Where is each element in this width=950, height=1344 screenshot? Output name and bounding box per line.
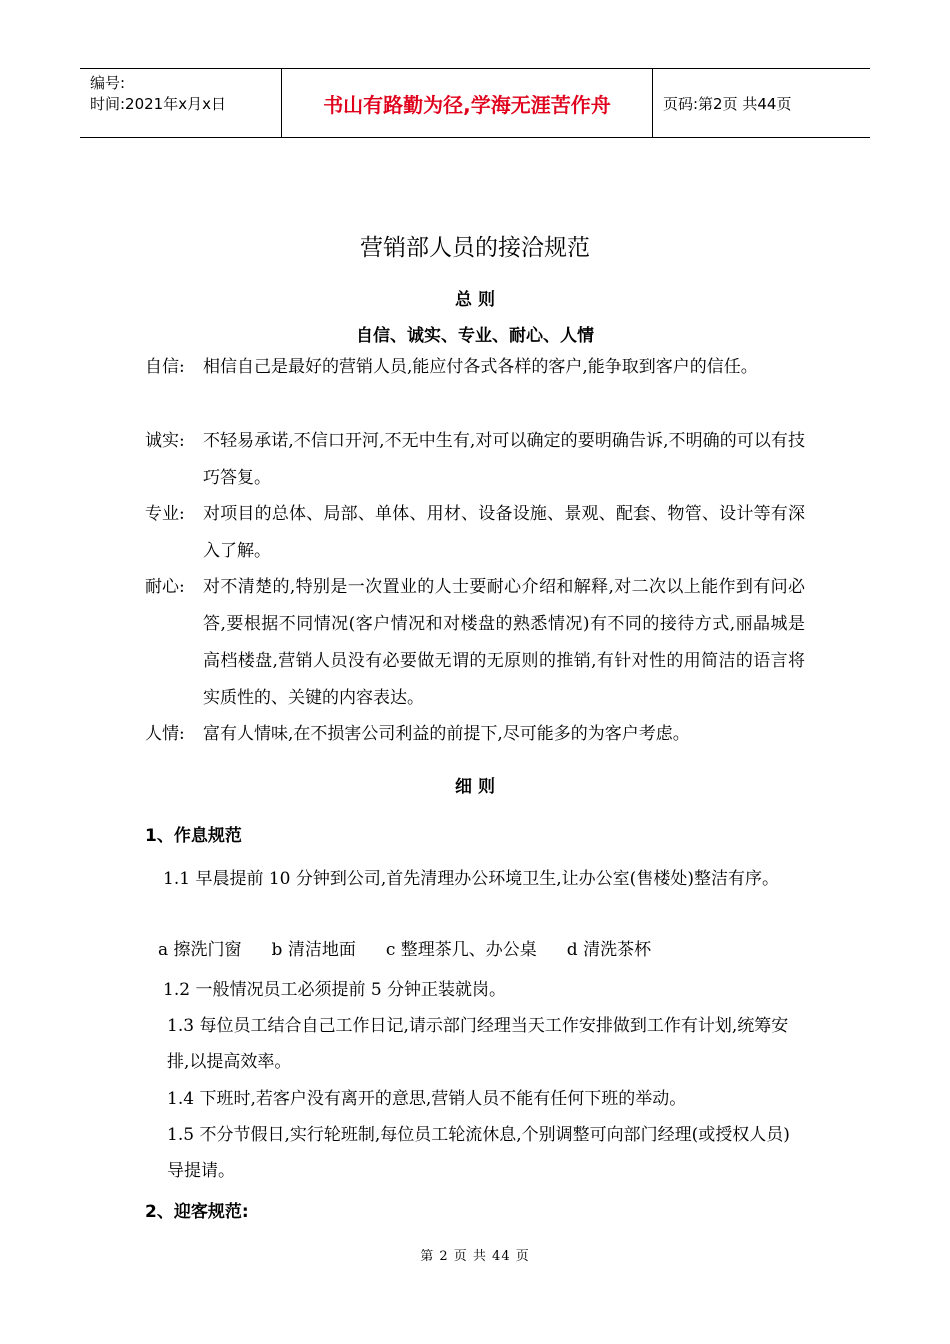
page-header [80, 68, 870, 138]
term-text: 相信自己是最好的营销人员,能应付各式各样的客户,能争取到客户的信任。 [203, 357, 758, 377]
principles-heading: 自信、诚实、专业、耐心、人情 [356, 326, 594, 346]
paragraph-1-5: 1.5 不分节假日,实行轮班制,每位员工轮流休息,个别调整可向部门经理(或授权人员)导提请。 [167, 1125, 790, 1181]
term-text: 对项目的总体、局部、单体、用材、设备设施、景观、配套、物管、设计等有深入了解。 [203, 504, 805, 561]
paragraph-1-2: 1.2 一般情况员工必须提前 5 分钟正装就岗。 [163, 980, 507, 1000]
term-label: 耐心: [145, 577, 185, 597]
cleaning-options [158, 935, 651, 960]
option-item: b 清洁地面 [271, 940, 356, 960]
term-professional [145, 496, 805, 570]
term-confidence [145, 349, 805, 386]
motto: 书山有路勤为径,学海无涯苦作舟 [282, 69, 653, 137]
page-info: 页码:第2页 共44页 [663, 94, 792, 113]
term-label: 专业: [145, 504, 185, 524]
term-label: 诚实: [145, 431, 185, 451]
section-2-heading: 2、迎客规范: [145, 1202, 249, 1222]
term-text: 富有人情味,在不损害公司利益的前提下,尽可能多的为客户考虑。 [203, 724, 690, 744]
term-humanity [145, 716, 805, 753]
option-item: a 擦洗门窗 [158, 940, 242, 960]
term-honesty [145, 423, 805, 497]
term-label: 人情: [145, 724, 185, 744]
paragraph-1-1: 1.1 早晨提前 10 分钟到公司,首先清理办公环境卫生,让办公室(售楼处)整洁有序。 [163, 869, 779, 889]
paragraph-1-3: 1.3 每位员工结合自己工作日记,请示部门经理当天工作安排做到工作有计划,统筹安排,以提高效率。 [167, 1016, 789, 1072]
term-text: 对不清楚的,特别是一次置业的人士要耐心介绍和解释,对二次以上能作到有问必答,要根据不同情况(客户情况和对楼盘的熟悉情况)有不同的接待方式,丽晶城是高档楼盘,营销人员没有必要做无谓的无原则的推销,有针对性的用简洁的语言将实质性的、关键的内容表达。 [203, 577, 805, 708]
term-text: 不轻易承诺,不信口开河,不无中生有,对可以确定的要明确告诉,不明确的可以有技巧答复。 [203, 431, 805, 488]
option-item: c 整理茶几、办公桌 [385, 940, 537, 960]
document-title: 营销部人员的接洽规范 [360, 235, 590, 261]
term-patience [145, 569, 805, 717]
header-meta [80, 69, 282, 137]
section-1-heading: 1、作息规范 [145, 826, 242, 846]
detail-heading: 细 则 [455, 777, 495, 797]
term-label: 自信: [145, 357, 185, 377]
option-item: d 清洗茶杯 [566, 940, 652, 960]
time-label: 时间:2021年x月x日 [90, 95, 226, 113]
number-label: 编号: [90, 74, 126, 92]
page-footer: 第 2 页 共 44 页 [420, 1249, 530, 1264]
paragraph-1-4: 1.4 下班时,若客户没有离开的意思,营销人员不能有任何下班的举动。 [167, 1089, 687, 1109]
general-heading: 总 则 [455, 290, 495, 310]
